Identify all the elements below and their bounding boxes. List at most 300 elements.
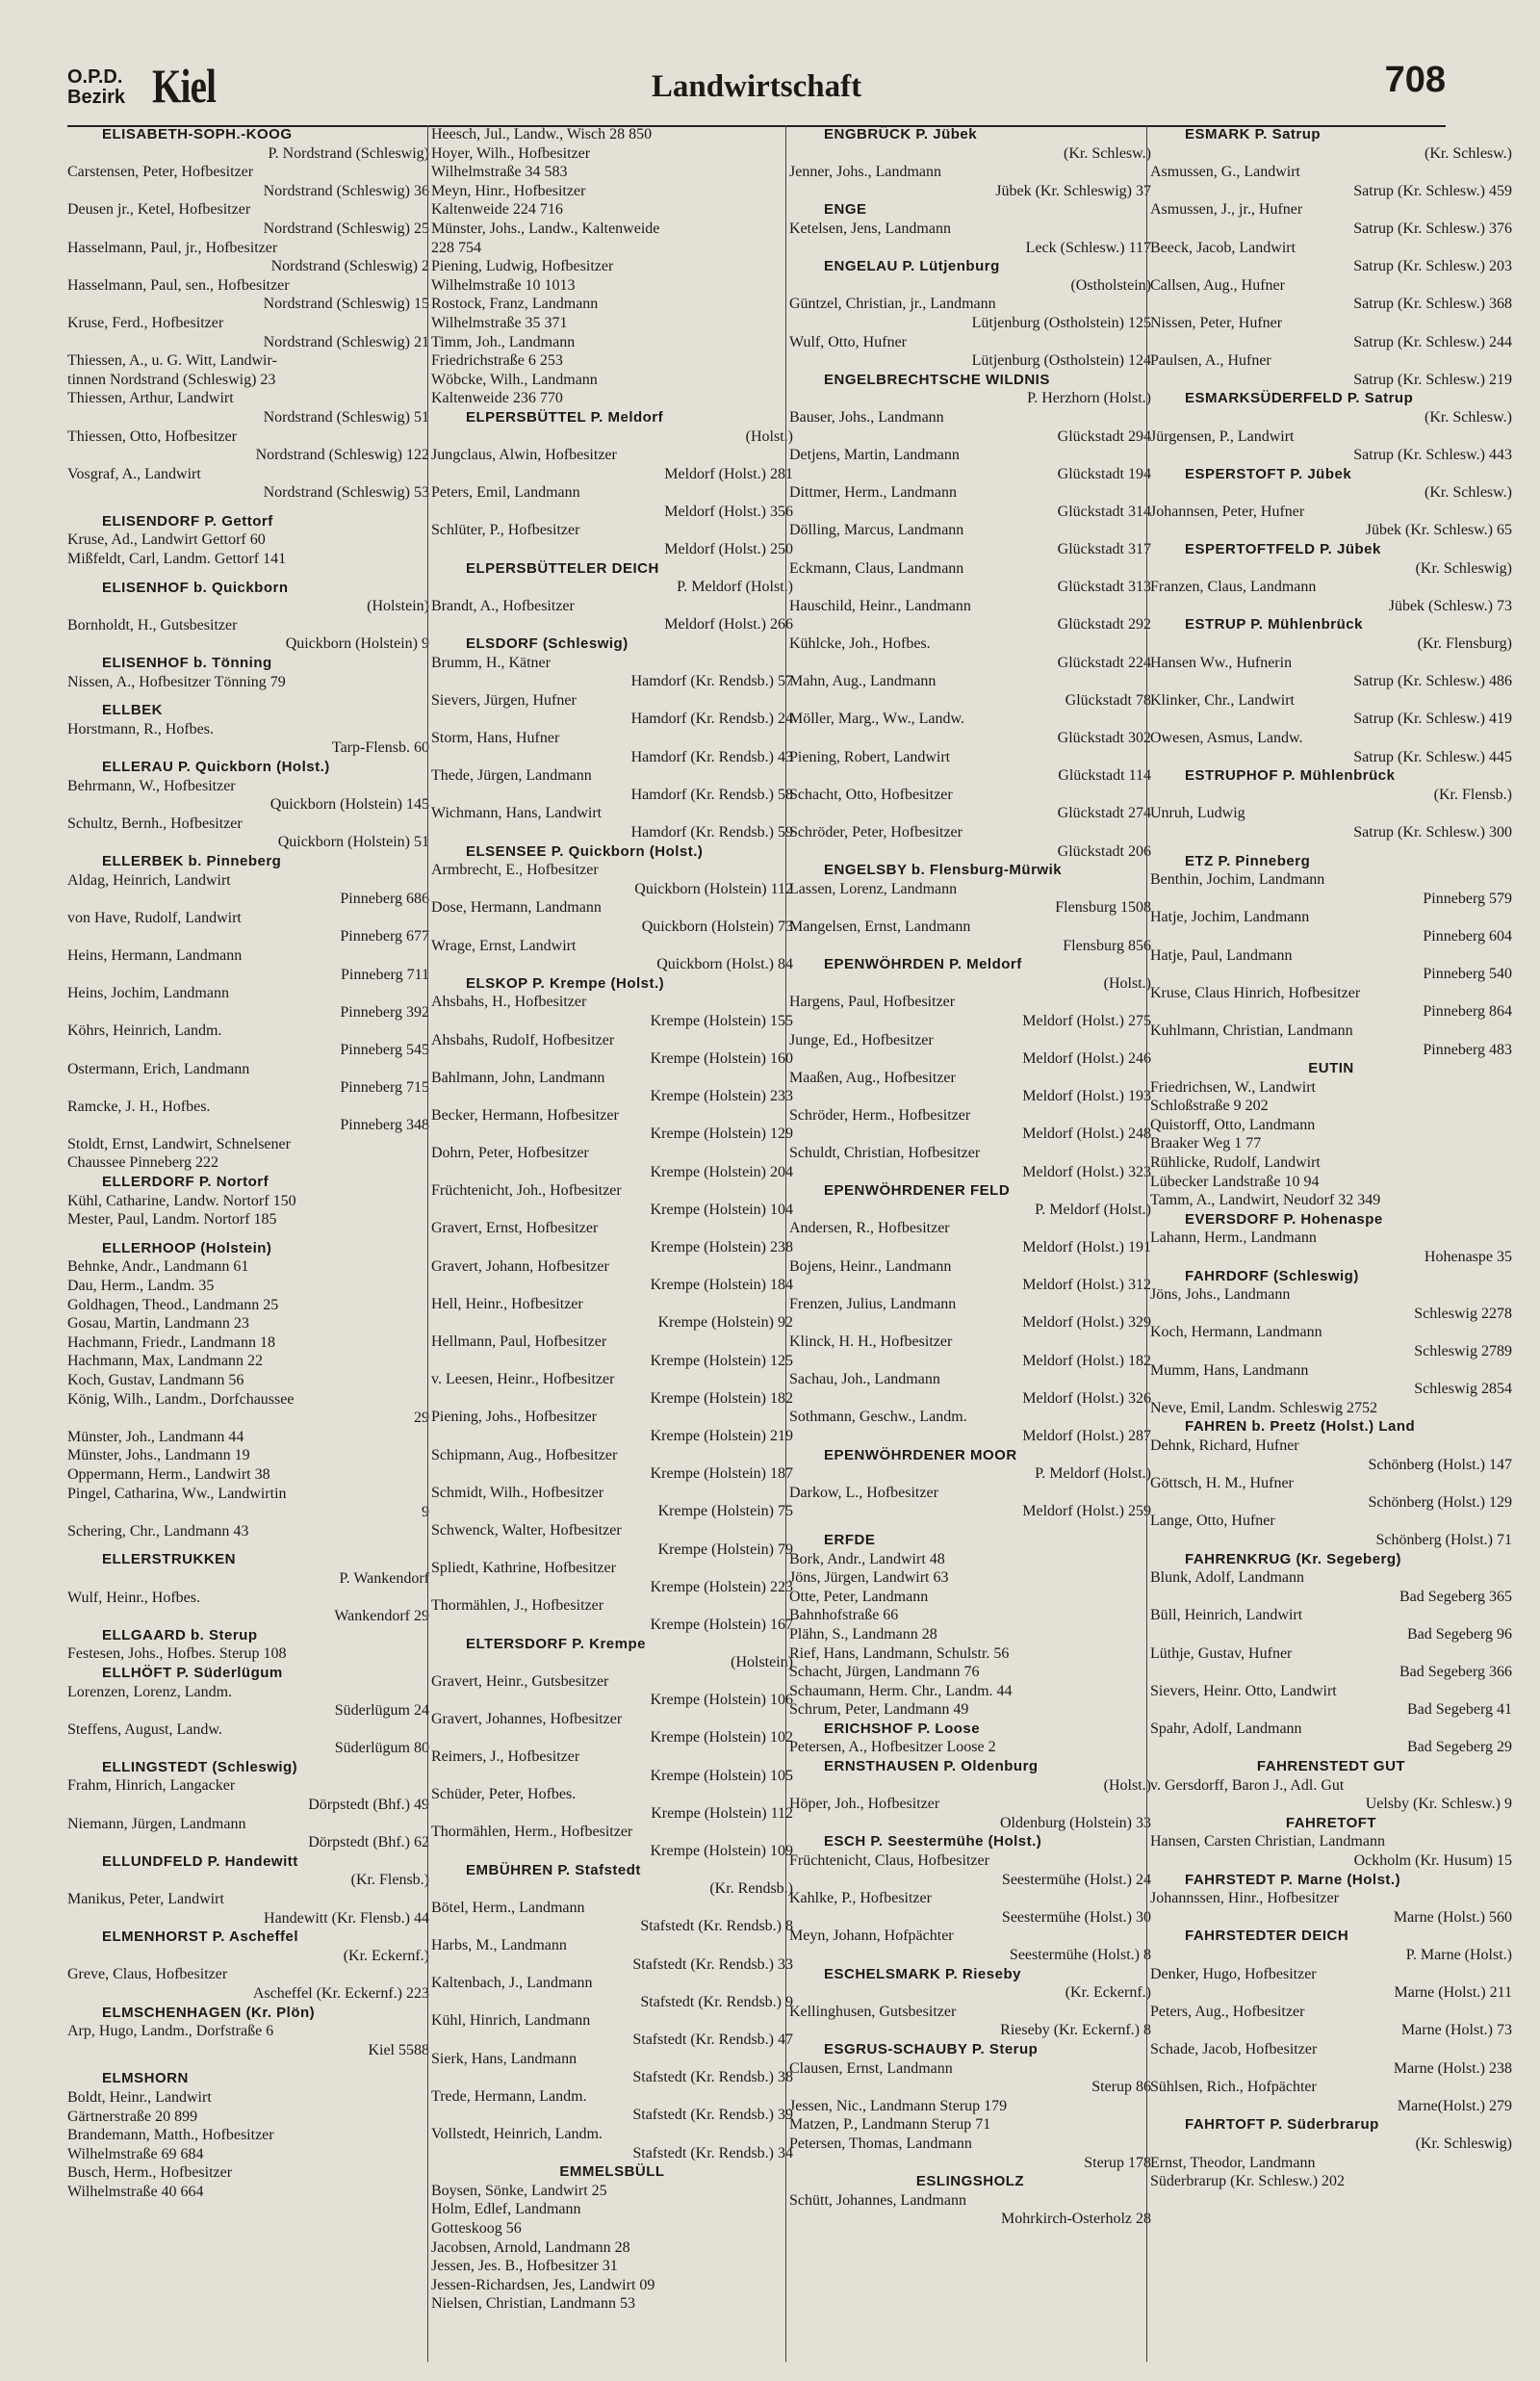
entry-line: Junge, Ed., Hofbesitzer: [789, 1031, 934, 1048]
entry-line: v. Gersdorff, Baron J., Adl. Gut: [1150, 1776, 1345, 1794]
locality-heading: ERICHSHOF P. Loose: [824, 1720, 981, 1737]
entry-continuation: Meldorf (Holst.) 356: [664, 503, 793, 520]
entry-line: Hargens, Paul, Hofbesitzer: [789, 994, 956, 1011]
locality-heading: ELLERHOOP (Holstein): [102, 1239, 272, 1256]
entry-line: Meyn, Johann, Hofpächter: [789, 1928, 954, 1945]
entry-line: Gotteskoog 56: [431, 2219, 522, 2237]
entry-line: Festesen, Johs., Hofbes. Sterup 108: [67, 1645, 287, 1663]
entry-continuation: Süderlügum 80: [334, 1740, 429, 1757]
locality-heading: ELISABETH-SOPH.-KOOG: [102, 126, 293, 142]
entry-continuation: Krempe (Holstein) 129: [650, 1126, 793, 1143]
entry-continuation: Pinneberg 686: [340, 891, 429, 908]
entry-line: Gravert, Johannes, Hofbesitzer: [431, 1710, 623, 1727]
entry-line: Hachmann, Max, Landmann 22: [67, 1353, 264, 1370]
entry-continuation: (Holstein): [367, 598, 429, 615]
entry-line: Wulf, Otto, Hufner: [789, 333, 907, 350]
entry-line: Schultz, Bernh., Hofbesitzer: [67, 815, 243, 832]
entry-line: Tamm, A., Landwirt, Neudorf 32 349: [1150, 1192, 1381, 1209]
entry-line: Münster, Johs., Landw., Kaltenweide: [431, 220, 660, 237]
entry-line: Carstensen, Peter, Hofbesitzer: [67, 164, 254, 181]
entry-line: Oppermann, Herm., Landwirt 38: [67, 1465, 270, 1483]
entry-continuation: Ascheffel (Kr. Eckernf.) 223: [252, 1985, 429, 2002]
entry-continuation: Schönberg (Holst.) 71: [1375, 1531, 1512, 1548]
entry-line: Otte, Peter, Landmann: [789, 1588, 929, 1605]
entry-continuation: (Kr. Flensburg): [1417, 635, 1512, 653]
entry-line: Piening, Ludwig, Hofbesitzer: [431, 258, 614, 275]
entry-continuation: Glückstadt 313: [1057, 579, 1151, 596]
entry-line: Sievers, Jürgen, Hufner: [431, 691, 577, 709]
locality-heading: FAHRENSTEDT GUT: [1256, 1758, 1406, 1775]
column-4: [1150, 125, 1512, 2191]
entry-line: Busch, Herm., Hofbesitzer: [67, 2164, 233, 2182]
locality-heading: ESGRUS-SCHAUBY P. Sterup: [824, 2040, 1039, 2057]
entry-continuation: Krempe (Holstein) 106: [650, 1692, 793, 1709]
entry-continuation: Krempe (Holstein) 105: [650, 1767, 793, 1784]
locality-heading: ESMARK P. Satrup: [1185, 126, 1322, 142]
entry-continuation: Quickborn (Holstein) 9: [285, 635, 429, 653]
entry-continuation: Nordstrand (Schleswig) 53: [263, 484, 429, 502]
entry-continuation: Krempe (Holstein) 104: [650, 1201, 793, 1218]
entry-continuation: Marne (Holst.) 211: [1394, 1984, 1512, 2002]
entry-line: Jacobsen, Arnold, Landmann 28: [431, 2239, 630, 2256]
entry-continuation: Jübek (Kr. Schleswig) 37: [995, 182, 1151, 199]
entry-line: Storm, Hans, Hufner: [431, 730, 560, 746]
entry-line: Braaker Weg 1 77: [1150, 1135, 1262, 1152]
entry-line: Kaltenweide 236 770: [431, 390, 563, 407]
entry-line: Boysen, Sönke, Landwirt 25: [431, 2182, 607, 2199]
entry-continuation: Krempe (Holstein) 125: [650, 1352, 793, 1369]
entry-continuation: (Kr. Schlesw.): [1424, 408, 1512, 426]
entry-line: Büll, Heinrich, Landwirt: [1150, 1607, 1303, 1624]
entry-continuation: Krempe (Holstein) 167: [650, 1616, 793, 1633]
entry-line: Schipmann, Aug., Hofbesitzer: [431, 1446, 618, 1463]
entry-continuation: Süderlügum 24: [334, 1702, 429, 1720]
entry-continuation: Schleswig 2854: [1414, 1381, 1512, 1398]
entry-line: Schacht, Jürgen, Landmann 76: [789, 1664, 980, 1681]
locality-heading: ELMSCHENHAGEN (Kr. Plön): [102, 2004, 316, 2021]
entry-continuation: Pinneberg 677: [340, 928, 429, 945]
entry-continuation: P. Nordstrand (Schleswig): [268, 144, 429, 162]
entry-continuation: Pinneberg 711: [341, 966, 429, 983]
entry-line: Friedrichsen, W., Landwirt: [1150, 1078, 1316, 1096]
entry-line: Kruse, Claus Hinrich, Hofbesitzer: [1150, 984, 1361, 1001]
entry-continuation: Hamdorf (Kr. Rendsb.) 43: [630, 748, 793, 765]
bezirk-label: Bezirk: [67, 87, 126, 108]
entry-line: Hauschild, Heinr., Landmann: [789, 597, 971, 614]
entry-line: Peters, Emil, Landmann: [431, 484, 580, 502]
entry-line: Koch, Hermann, Landmann: [1150, 1324, 1322, 1341]
entry-continuation: Satrup (Kr. Schlesw.) 219: [1353, 371, 1512, 388]
entry-continuation: Krempe (Holstein) 184: [650, 1277, 793, 1294]
entry-continuation: Bad Segeberg 366: [1399, 1664, 1512, 1681]
entry-line: Horstmann, R., Hofbes.: [67, 720, 214, 738]
entry-line: Jöns, Johs., Landmann: [1150, 1286, 1291, 1304]
entry-continuation: Lütjenburg (Ostholstein) 125: [971, 314, 1151, 331]
entry-continuation: Rieseby (Kr. Eckernf.) 8: [1000, 2022, 1151, 2039]
entry-line: Ahsbahs, Rudolf, Hofbesitzer: [431, 1031, 615, 1048]
entry-line: Ramcke, J. H., Hofbes.: [67, 1098, 211, 1115]
entry-line: Hell, Heinr., Hofbesitzer: [431, 1295, 583, 1312]
locality-heading: ENGELSBY b. Flensburg-Mürwik: [824, 862, 1063, 879]
entry-continuation: Pinneberg 864: [1423, 1003, 1512, 1021]
locality-heading: ELLBEK: [102, 702, 163, 719]
locality-heading: ELPERSBÜTTELER DEICH: [466, 559, 659, 577]
entry-line: Thiessen, Otto, Hofbesitzer: [67, 427, 237, 445]
entry-line: Schlüter, P., Hofbesitzer: [431, 522, 580, 539]
entry-line: Früchtenicht, Claus, Hofbesitzer: [789, 1852, 989, 1870]
locality-heading: ELISENHOF b. Tönning: [102, 655, 272, 672]
entry-line: Bornholdt, H., Gutsbesitzer: [67, 616, 238, 634]
entry-line: Denker, Hugo, Hofbesitzer: [1150, 1965, 1317, 1982]
entry-continuation: Stafstedt (Kr. Rendsb.) 47: [632, 2031, 793, 2048]
entry-continuation: (Kr. Schlesw.): [1424, 144, 1512, 162]
entry-line: Mester, Paul, Landm. Nortorf 185: [67, 1211, 277, 1229]
entry-continuation: Dörpstedt (Bhf.) 49: [308, 1797, 429, 1814]
entry-continuation: Satrup (Kr. Schlesw.) 445: [1353, 748, 1512, 765]
locality-heading: ESCH P. Seestermühe (Holst.): [824, 1833, 1042, 1850]
page-number: 708: [1384, 60, 1446, 100]
locality-heading: ELSDORF (Schleswig): [466, 635, 629, 653]
entry-line: Kuhlmann, Christian, Landmann: [1150, 1022, 1353, 1039]
entry-line: Frahm, Hinrich, Langacker: [67, 1777, 236, 1795]
entry-line: Kaltenweide 224 716: [431, 201, 563, 219]
locality-heading: ELMENHORST P. Ascheffel: [102, 1928, 299, 1946]
entry-continuation: P. Meldorf (Holst.): [677, 579, 793, 596]
entry-line: Harbs, M., Landmann: [431, 1937, 567, 1954]
entry-continuation: Glückstadt 294: [1057, 427, 1151, 445]
entry-line: Nissen, A., Hofbesitzer Tönning 79: [67, 673, 286, 690]
locality-heading: EPENWÖHRDENER FELD: [824, 1182, 1011, 1200]
entry-continuation: Hohenaspe 35: [1424, 1249, 1512, 1266]
entry-line: Lahann, Herm., Landmann: [1150, 1229, 1317, 1247]
entry-continuation: Glückstadt 194: [1057, 465, 1151, 482]
entry-line: Bauser, Johs., Landmann: [789, 408, 944, 426]
entry-continuation: Lütjenburg (Ostholstein) 124: [971, 352, 1151, 370]
entry-continuation: Krempe (Holstein) 102: [650, 1729, 793, 1747]
spacer: [67, 1229, 429, 1239]
entry-continuation: Stafstedt (Kr. Rendsb.) 38: [632, 2069, 793, 2086]
entry-line: Nielsen, Christian, Landmann 53: [431, 2295, 635, 2313]
entry-line: tinnen Nordstrand (Schleswig) 23: [67, 371, 276, 388]
entry-continuation: Satrup (Kr. Schlesw.) 203: [1353, 258, 1512, 275]
entry-continuation: Pinneberg 540: [1423, 966, 1512, 983]
entry-continuation: Krempe (Holstein) 79: [657, 1540, 793, 1558]
locality-heading: ESTRUPHOF P. Mühlenbrück: [1185, 767, 1396, 785]
entry-line: Jenner, Johs., Landmann: [789, 164, 941, 181]
entry-line: Pingel, Catharina, Ww., Landwirtin: [67, 1485, 287, 1502]
locality-heading: FAHRETOFT: [1285, 1814, 1377, 1831]
entry-line: Ahsbahs, H., Hofbesitzer: [431, 994, 587, 1011]
entry-continuation: Quickborn (Holstein) 73: [641, 918, 793, 935]
entry-continuation: Krempe (Holstein) 182: [650, 1389, 793, 1407]
locality-heading: ENGE: [824, 201, 867, 219]
entry-line: Boldt, Heinr., Landwirt: [67, 2088, 212, 2106]
entry-line: Dau, Herm., Landm. 35: [67, 1278, 215, 1295]
entry-line: Ketelsen, Jens, Landmann: [789, 220, 951, 237]
entry-line: Kruse, Ad., Landwirt Gettorf 60: [67, 531, 266, 549]
entry-line: Gravert, Johann, Hofbesitzer: [431, 1257, 609, 1275]
entry-line: Jöns, Jürgen, Landwirt 63: [789, 1569, 949, 1587]
entry-line: Münster, Joh., Landmann 44: [67, 1428, 244, 1445]
spacer: [1150, 842, 1512, 852]
entry-continuation: Glückstadt 224: [1057, 654, 1151, 671]
locality-heading: ELMSHORN: [102, 2070, 189, 2087]
entry-line: Bötel, Herm., Landmann: [431, 1899, 585, 1916]
entry-line: Wilhelmstraße 40 664: [67, 2183, 204, 2200]
locality-heading: ENGELAU P. Lütjenburg: [824, 258, 1000, 275]
entry-line: Heesch, Jul., Landw., Wisch 28 850: [431, 126, 653, 142]
entry-line: Göttsch, H. M., Hufner: [1150, 1475, 1294, 1492]
entry-line: Schering, Chr., Landmann 43: [67, 1522, 249, 1540]
locality-heading: EPENWÖHRDENER MOOR: [824, 1446, 1017, 1463]
entry-line: Dehnk, Richard, Hufner: [1150, 1436, 1299, 1454]
entry-line: Gravert, Heinr., Gutsbesitzer: [431, 1672, 609, 1690]
locality-heading: FAHRSTEDTER DEICH: [1185, 1928, 1349, 1945]
entry-continuation: Pinneberg 715: [340, 1079, 429, 1097]
entry-line: Heins, Jochim, Landmann: [67, 985, 229, 1002]
entry-line: Schütt, Johannes, Landmann: [789, 2191, 966, 2209]
entry-continuation: Krempe (Holstein) 155: [650, 1012, 793, 1029]
entry-continuation: Leck (Schlesw.) 117: [1025, 239, 1151, 256]
entry-continuation: Nordstrand (Schleswig) 51: [263, 408, 429, 426]
locality-heading: FAHRENKRUG (Kr. Segeberg): [1185, 1550, 1402, 1567]
entry-line: Lange, Otto, Hufner: [1150, 1513, 1275, 1530]
locality-heading: ELLERDORF P. Nortorf: [102, 1174, 270, 1191]
entry-line: Lübecker Landstraße 10 94: [1150, 1173, 1320, 1190]
locality-heading: ESMARKSÜDERFELD P. Satrup: [1185, 390, 1414, 407]
entry-continuation: Meldorf (Holst.) 266: [664, 616, 793, 634]
entry-continuation: Glückstadt 317: [1057, 541, 1151, 558]
entry-line: Meyn, Hinr., Hofbesitzer: [431, 182, 586, 199]
entry-continuation: (Holst.): [1103, 974, 1151, 992]
entry-continuation: Stafstedt (Kr. Rendsb.) 8: [640, 1918, 793, 1935]
entry-line: Johannssen, Hinr., Hofbesitzer: [1150, 1890, 1339, 1907]
entry-line: Matzen, P., Landmann Sterup 71: [789, 2116, 991, 2134]
entry-continuation: Krempe (Holstein) 238: [650, 1239, 793, 1256]
entry-line: Kühl, Catharine, Landw. Nortorf 150: [67, 1192, 296, 1209]
entry-continuation: Jübek (Kr. Schlesw.) 65: [1365, 522, 1512, 539]
entry-line: Sachau, Joh., Landmann: [789, 1371, 940, 1388]
entry-continuation: Schleswig 2789: [1414, 1343, 1512, 1359]
entry-continuation: Pinneberg 579: [1423, 890, 1512, 907]
entry-continuation: Glückstadt 292: [1057, 616, 1151, 634]
entry-continuation: Dörpstedt (Bhf.) 62: [308, 1834, 429, 1851]
entry-continuation: Schönberg (Holst.) 147: [1368, 1456, 1512, 1473]
entry-line: Paulsen, A., Hufner: [1150, 352, 1271, 370]
entry-line: Quistorff, Otto, Landmann: [1150, 1116, 1316, 1133]
entry-line: Wichmann, Hans, Landwirt: [431, 805, 603, 822]
locality-heading: ESPERSTOFT P. Jübek: [1185, 465, 1352, 482]
entry-line: Darkow, L., Hofbesitzer: [789, 1484, 938, 1501]
entry-line: Rühlicke, Rudolf, Landwirt: [1150, 1154, 1321, 1172]
entry-continuation: Marne (Holst.) 560: [1393, 1908, 1512, 1926]
spacer: [67, 691, 429, 701]
entry-line: Schröder, Herm., Hofbesitzer: [789, 1106, 971, 1124]
entry-line: Gärtnerstraße 20 899: [67, 2108, 198, 2125]
entry-line: Deusen jr., Ketel, Hofbesitzer: [67, 201, 251, 219]
entry-continuation: Pinneberg 545: [340, 1041, 429, 1058]
entry-line: Schuldt, Christian, Hofbesitzer: [789, 1145, 981, 1162]
entry-line: König, Wilh., Landm., Dorfchaussee: [67, 1390, 295, 1408]
entry-line: Wrage, Ernst, Landwirt: [431, 937, 577, 954]
entry-continuation: Glückstadt 114: [1058, 767, 1151, 785]
entry-continuation: Stafstedt (Kr. Rendsb.) 39: [632, 2107, 793, 2124]
locality-heading: ELSENSEE P. Quickborn (Holst.): [466, 842, 704, 860]
entry-line: Neve, Emil, Landm. Schleswig 2752: [1150, 1399, 1377, 1416]
entry-continuation: Krempe (Holstein) 204: [650, 1163, 793, 1180]
entry-continuation: Bad Segeberg 29: [1406, 1739, 1512, 1756]
entry-line: Gravert, Ernst, Hofbesitzer: [431, 1220, 599, 1237]
entry-continuation: Meldorf (Holst.) 275: [1022, 1012, 1151, 1029]
entry-continuation: P. Marne (Holst.): [1405, 1947, 1512, 1963]
entry-continuation: Meldorf (Holst.) 312: [1022, 1277, 1151, 1294]
entry-continuation: Schleswig 2278: [1414, 1305, 1512, 1322]
entry-continuation: Sterup 86: [1091, 2079, 1151, 2096]
entry-continuation: Satrup (Kr. Schlesw.) 368: [1353, 296, 1512, 313]
spacer: [67, 2059, 429, 2069]
entry-line: Niemann, Jürgen, Landmann: [67, 1815, 246, 1832]
entry-continuation: Bad Segeberg 365: [1399, 1588, 1512, 1605]
entry-continuation: (Kr. Schlesw.): [1424, 484, 1512, 502]
entry-continuation: Nordstrand (Schleswig) 36: [263, 182, 429, 199]
entry-continuation: Glückstadt 274: [1057, 805, 1151, 822]
entry-line: Frenzen, Julius, Landmann: [789, 1295, 957, 1312]
locality-heading: ELLERSTRUKKEN: [102, 1551, 237, 1568]
entry-line: Jessen-Richardsen, Jes, Landwirt 09: [431, 2276, 655, 2293]
entry-line: Piening, Johs., Hofbesitzer: [431, 1409, 597, 1426]
entry-continuation: Hamdorf (Kr. Rendsb.) 59: [630, 823, 793, 841]
entry-line: Blunk, Adolf, Landmann: [1150, 1569, 1304, 1587]
locality-heading: ELSKOP P. Krempe (Holst.): [466, 974, 665, 992]
entry-continuation: Marne(Holst.) 279: [1397, 2097, 1512, 2114]
locality-heading: ELLUNDFELD P. Handewitt: [102, 1852, 298, 1870]
entry-continuation: Pinneberg 392: [340, 1003, 429, 1021]
entry-line: Behnke, Andr., Landmann 61: [67, 1258, 249, 1276]
entry-continuation: P. Meldorf (Holst.): [1035, 1465, 1151, 1483]
entry-continuation: Jübek (Schlesw.) 73: [1388, 597, 1512, 614]
entry-continuation: Krempe (Holstein) 219: [650, 1427, 793, 1444]
spacer: [789, 1521, 1151, 1531]
entry-continuation: P. Wankendorf: [339, 1569, 429, 1587]
entry-line: Unruh, Ludwig: [1150, 805, 1245, 822]
entry-continuation: Hamdorf (Kr. Rendsb.) 24: [630, 711, 793, 728]
entry-continuation: Stafstedt (Kr. Rendsb.) 33: [632, 1955, 793, 1973]
entry-continuation: Flensburg 1508: [1055, 899, 1151, 917]
locality-heading: EPENWÖHRDEN P. Meldorf: [824, 956, 1022, 973]
entry-continuation: Meldorf (Holst.) 191: [1022, 1239, 1151, 1256]
entry-line: Dose, Hermann, Landmann: [431, 899, 602, 917]
entry-line: Beeck, Jacob, Landwirt: [1150, 239, 1296, 256]
entry-continuation: Bad Segeberg 41: [1406, 1701, 1512, 1719]
entry-continuation: Krempe (Holstein) 233: [650, 1088, 793, 1105]
entry-line: Bahlmann, John, Landmann: [431, 1069, 605, 1086]
entry-line: Kahlke, P., Hofbesitzer: [789, 1890, 932, 1907]
entry-line: Heins, Hermann, Landmann: [67, 946, 243, 964]
entry-line: Wilhelmstraße 10 1013: [431, 276, 576, 294]
entry-line: Peters, Aug., Hofbesitzer: [1150, 2003, 1305, 2020]
entry-line: Schmidt, Wilh., Hofbesitzer: [431, 1484, 604, 1501]
locality-heading: ETZ P. Pinneberg: [1185, 852, 1311, 869]
entry-continuation: Quickborn (Holst.) 84: [656, 956, 793, 973]
entry-line: Armbrecht, E., Hofbesitzer: [431, 862, 599, 879]
entry-continuation: (Kr. Eckernf.): [1065, 1984, 1151, 2002]
entry-line: Bork, Andr., Landwirt 48: [789, 1550, 945, 1567]
entry-continuation: Seestermühe (Holst.) 30: [1001, 1908, 1151, 1926]
entry-continuation: Glückstadt 302: [1057, 730, 1151, 746]
entry-line: Bojens, Heinr., Landmann: [789, 1257, 952, 1275]
entry-continuation: (Holstein): [731, 1654, 793, 1671]
entry-line: Süderbrarup (Kr. Schlesw.) 202: [1150, 2173, 1346, 2190]
entry-line: Eckmann, Claus, Landmann: [789, 559, 964, 577]
entry-line: Wilhelmstraße 34 583: [431, 164, 568, 181]
entry-continuation: Stafstedt (Kr. Rendsb.) 34: [632, 2144, 793, 2161]
entry-line: Hasselmann, Paul, sen., Hofbesitzer: [67, 276, 290, 294]
entry-line: Hatje, Paul, Landmann: [1150, 946, 1293, 964]
locality-heading: ESPERTOFTFELD P. Jübek: [1185, 541, 1381, 558]
entry-line: Klinck, H. H., Hofbesitzer: [789, 1333, 953, 1350]
entry-continuation: (Ostholstein): [1070, 276, 1151, 294]
entry-continuation: Meldorf (Holst.) 250: [664, 541, 793, 558]
locality-heading: ELISENDORF P. Gettorf: [102, 512, 273, 530]
entry-continuation: Krempe (Holstein) 75: [657, 1503, 793, 1520]
entry-line: Steffens, August, Landw.: [67, 1721, 222, 1738]
locality-heading: FAHRDORF (Schleswig): [1185, 1267, 1359, 1284]
entry-continuation: Tarp-Flensb. 60: [331, 739, 429, 757]
entry-continuation: Quickborn (Holstein) 145: [270, 796, 429, 814]
city-title: Kiel: [152, 59, 217, 113]
entry-line: Güntzel, Christian, jr., Landmann: [789, 296, 996, 313]
locality-heading: ELLINGSTEDT (Schleswig): [102, 1758, 298, 1775]
entry-continuation: Bad Segeberg 96: [1406, 1625, 1512, 1643]
entry-continuation: (Kr. Flensb.): [1433, 786, 1512, 803]
entry-line: Trede, Hermann, Landm.: [431, 2087, 587, 2105]
locality-heading: EMBÜHREN P. Stafstedt: [466, 1861, 641, 1878]
entry-continuation: Quickborn (Holstein) 112: [634, 880, 793, 897]
entry-line: Schröder, Peter, Hofbesitzer: [789, 823, 962, 841]
entry-line: Hansen Ww., Hufnerin: [1150, 654, 1293, 671]
entry-line: Sievers, Heinr. Otto, Landwirt: [1150, 1682, 1337, 1699]
entry-continuation: (Kr. Schleswig): [1415, 559, 1512, 577]
spacer: [67, 569, 429, 579]
entry-line: Lüthje, Gustav, Hufner: [1150, 1644, 1293, 1662]
entry-line: Asmussen, G., Landwirt: [1150, 164, 1300, 181]
locality-heading: EUTIN: [1308, 1060, 1354, 1077]
entry-line: Mumm, Hans, Landmann: [1150, 1361, 1309, 1379]
entry-continuation: Marne (Holst.) 238: [1393, 2059, 1512, 2077]
entry-line: Schade, Jacob, Hofbesitzer: [1150, 2040, 1318, 2057]
locality-heading: ELTERSDORF P. Krempe: [466, 1635, 646, 1652]
entry-continuation: (Kr. Rendsb.): [709, 1880, 793, 1898]
entry-line: Ernst, Theodor, Landmann: [1150, 2154, 1316, 2171]
locality-heading: ELLERBEK b. Pinneberg: [102, 852, 282, 869]
entry-line: Brumm, H., Kätner: [431, 654, 551, 671]
entry-line: Jungclaus, Alwin, Hofbesitzer: [431, 447, 617, 464]
entry-line: Kühlcke, Joh., Hofbes.: [789, 635, 931, 653]
entry-continuation: Meldorf (Holst.) 193: [1022, 1088, 1151, 1105]
entry-continuation: (Kr. Schlesw.): [1064, 144, 1151, 162]
entry-continuation: Satrup (Kr. Schlesw.) 300: [1353, 823, 1512, 841]
entry-line: Holm, Edlef, Landmann: [431, 2201, 581, 2218]
entry-continuation: Kiel 5588: [368, 2041, 429, 2058]
entry-line: Kellinghusen, Gutsbesitzer: [789, 2003, 957, 2020]
entry-line: Thiessen, A., u. G. Witt, Landwir-: [67, 352, 277, 370]
entry-continuation: Mohrkirch-Osterholz 28: [1001, 2211, 1151, 2228]
entry-line: Dittmer, Herm., Landmann: [789, 484, 957, 502]
locality-heading: ERNSTHAUSEN P. Oldenburg: [824, 1758, 1039, 1775]
entry-line: Bahnhofstraße 66: [789, 1607, 899, 1624]
entry-line: Becker, Hermann, Hofbesitzer: [431, 1106, 619, 1124]
entry-continuation: Uelsby (Kr. Schlesw.) 9: [1365, 1796, 1512, 1813]
